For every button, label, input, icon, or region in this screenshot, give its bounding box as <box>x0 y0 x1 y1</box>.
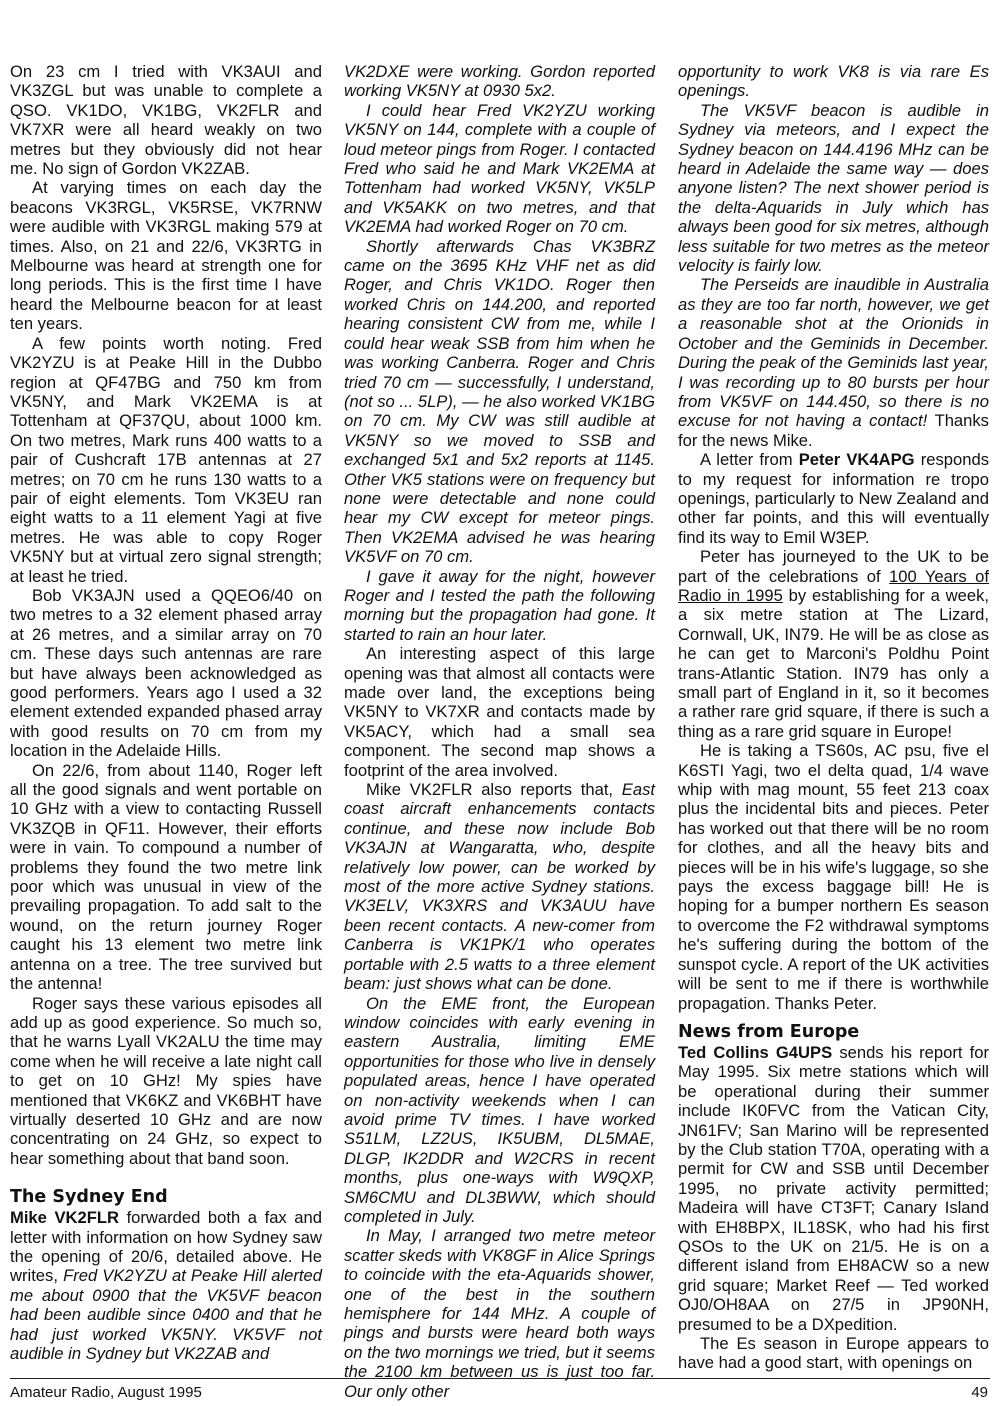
footer-divider <box>10 1378 990 1379</box>
page-number: 49 <box>971 1384 988 1401</box>
paragraph <box>678 450 989 547</box>
paragraph <box>678 1043 989 1334</box>
paragraph <box>678 547 989 741</box>
paragraph: Roger says these various episodes all add up as good experience. So much so, that he warns Lyall VK2ALU the time may come when he will receive a late night call to get on 10 GHz! My spies have mentioned that VK6KZ and VK6BHT have virtually deserted 10 GHz and are now concentrating on 24 GHz, so expect to hear something about that band soon. <box>10 993 322 1168</box>
paragraph: The VK5VF beacon is audible in Sydney via meteors, and I expect the Sydney beacon on 144.4196 MHz can be heard in Adelaide the same way — does anyone listen? The next shower period is the delta-Aquarids in July which has always been good for six metres, although less suitable for two metres as the meteor velocity is fairly low. <box>678 100 989 276</box>
author-name: Ted Collins G4UPS <box>678 1042 833 1062</box>
column-1 <box>10 62 322 1363</box>
paragraph: At varying times on each day the beacons VK3RGL, VK5RSE, VK7RNW were audible with VK3RGL making 579 at times. Also, on 21 and 22/6, VK3RTG in Melbourne was heard at strength one for long periods. This is the first time I have heard the Melbourne beacon for at least ten years. <box>10 178 322 334</box>
column-3 <box>678 62 989 1373</box>
paragraph: A few points worth noting. Fred VK2YZU is at Peake Hill in the Dubbo region at QF47BG and 750 km from VK5NY, and Mark VK2EMA is at Tottenham at QF37QU, about 1000 km. On two metres, Mark runs 400 watts to a pair of Cushcraft 17B antennas at 27 metres; on 70 cm he runs 130 watts to a pair of eight elements. Tom VK3EU ran eight watts to a 11 element Yagi at five metres. He was able to copy Roger VK5NY but at virtual zero signal strength; at least he tried. <box>10 333 322 586</box>
paragraph: In May, I arranged two metre meteor scatter skeds with VK8GF in Alice Springs to coincide with the eta-Aquarids shower, one of the best in the southern hemisphere for 144 MHz. A couple of pings and bursts were heard both ways on the two mornings we tried, but it seems the 2100 km between us is just too far. Our only other <box>344 1226 655 1401</box>
author-name: Peter VK4APG <box>798 450 915 470</box>
paragraph: opportunity to work VK8 is via rare Es openings. <box>678 62 989 101</box>
text-run: sends his report for May 1995. Six metre stations which will be operational during their summer include IK0FVC from the Vatican City, JN61FV; San Marino will be represented by the Club station T70A, operating with a permit for CW and SSB until December 1995, no private activity permitted; Madeira will have CT3FT; Canary Island with EH8BPX, IL18SK, who had his first QSOs to the UK on 21/5. He is on a different island from EH8ACW so a new grid square; Market Reef — Ted worked OJ0/OH8AA on 27/5 in JP90NH, presumed to be a DXpedition. <box>678 1042 989 1334</box>
paragraph: I could hear Fred VK2YZU working VK5NY on 144, complete with a couple of loud meteor pings from Roger. I contacted Fred who said he and Mark VK2EMA at Tottenham had worked VK5NY, VK5LP and VK5AKK on two metres, and that VK2EMA had worked Roger on 70 cm. <box>344 100 655 237</box>
section-heading-sydney-end: The Sydney End <box>10 1187 168 1208</box>
paragraph: An interesting aspect of this large opening was that almost all contacts were made over land, the exceptions being VK5NY to VK7XR and contacts made by VK5ACY, which had a small sea component. The second map shows a footprint of the area involved. <box>344 644 655 780</box>
text-run: Thanks for the news Mike. <box>678 411 989 450</box>
quote-text: East coast aircraft enhancements contacts continue, and these now include Bob VK3AJN at Wangaratta, who, despite relatively low power, can be worked by most of the more active Sydney stations. VK3ELV, VK3XRS and VK3AUU have been recent contacts. A new-comer from Canberra is VK1PK/1 who operates portable with 2.5 watts to a three element beam: just shows what can be done. <box>344 780 655 994</box>
paragraph: VK2DXE were working. Gordon reported working VK5NY at 0930 5x2. <box>344 62 655 101</box>
paragraph: The Es season in Europe appears to have had a good start, with openings on <box>678 1334 989 1373</box>
footer-publication: Amateur Radio, August 1995 <box>10 1384 202 1401</box>
text-run: Peter has journeyed to the UK to be part of the celebrations of <box>678 547 989 586</box>
column-2 <box>344 62 655 1401</box>
quote-text: Fred VK2YZU at Peake Hill alerted me about 0900 that the VK5VF beacon had been audible since 0400 and that he had just worked VK5NY. VK5VF not audible in Sydney but VK2ZAB and <box>10 1266 322 1363</box>
text-run: responds to my request for information re tropo openings, particularly to New Zealand and other far points, and this will eventually find its way to Emil W3EP. <box>678 450 990 547</box>
section-heading-news-europe: News from Europe <box>678 1021 860 1042</box>
paragraph: On 22/6, from about 1140, Roger left all the good signals and went portable on 10 GHz with a view to contacting Russell VK3ZQB in QF11. However, their efforts were in vain. To compound a number of problems they found the two metre link poor which was unusual in view of the prevailing propagation. To add salt to the wound, on the return journey Roger caught his 13 element two metre link antenna on a tree. The tree survived but the antenna! <box>10 760 322 994</box>
text-run: A letter from <box>700 450 799 470</box>
quote-text: The Perseids are inaudible in Australia as they are too far north, however, we get a reasonable shot at the Orionids in October and the Geminids in December. During the peak of the Geminids last year, I was recording up to 80 bursts per hour from VK5VF on 144.450, so there is no excuse for not having a contact! <box>678 275 989 431</box>
paragraph: Shortly afterwards Chas VK3BRZ came on the 3695 KHz VHF net as did Roger, and Chris VK1DO. Roger then worked Chris on 144.200, and reported hearing consistent CW from me, while I could hear weak SSB from him when he was working Canberra. Roger and Chris tried 70 cm — successfully, I understand, (not so ... 5LP), — he also worked VK1BG on 70 cm. My CW was still audible at VK5NY so we moved to SSB and exchanged 5x1 and 5x2 reports at 1145. Other VK5 stations were on frequency but none were detectable and none could hear my CW except for meteor pings. Then VK2EMA advised he was hearing VK5VF on 70 cm. <box>344 236 655 567</box>
paragraph: I gave it away for the night, however Roger and I tested the path the following morning but the propagation had gone. It started to rain an hour later. <box>344 566 655 644</box>
text-run: forwarded both a fax and letter with information on how Sydney saw the opening of 20/6, detailed above. He writes, <box>10 1208 322 1286</box>
paragraph <box>344 780 655 993</box>
paragraph: On 23 cm I tried with VK3AUI and VK3ZGL but was unable to complete a QSO. VK1DO, VK1BG, VK2FLR and VK7XR were all heard weakly on two metres but they obviously did not hear me. No sign of Gordon VK2ZAB. <box>10 62 322 179</box>
paragraph: On the EME front, the European window coincides with early evening in eastern Australia, limiting EME opportunities for those who live in densely populated areas, hence I have operated on non-activity weekends when I can avoid prime TV times. I have worked S51LM, LZ2US, IK5UBM, DL5MAE, DLGP, IK2DDR and W2CRS in recent months, plus one-ways with W9QXP, SM6CMU and DL3BWW, which should completed in July. <box>344 993 655 1226</box>
paragraph: Bob VK3AJN used a QQEO6/40 on two metres to a 32 element phased array at 26 metres, and a similar array on 70 cm. These days such antennas are rare but have always been acknowledged as good performers. Years ago I used a 32 element extended expanded phased array with good results on 70 cm from my location in the Adelaide Hills. <box>10 585 322 761</box>
paragraph <box>678 275 989 450</box>
event-title: 100 Years of Radio in 1995 <box>678 566 989 605</box>
text-run: Mike VK2FLR also reports that, <box>366 780 622 800</box>
text-run: by establishing for a week, a six metre station at The Lizard, Cornwall, UK, IN79. He will be as close as he can get to Marconi's Poldhu Point trans-Atlantic Station. IN79 has only a small part of England in it, so it becomes a rather rare grid square, if there is such a thing as a rare grid square in Europe! <box>678 585 989 741</box>
paragraph <box>10 1208 322 1363</box>
paragraph: He is taking a TS60s, AC psu, five el K6STI Yagi, two el delta quad, 1/4 wave whip with mag mount, 55 feet 213 coax plus the incidental bits and pieces. Peter has worked out that there will be no room for clothes, and all the heavy bits and pieces will be in his wife's luggage, so she pays the excess baggage bill! He is hoping for a bumper northern Es season to overcome the F2 withdrawal symptoms he's suffering during the bottom of the sunspot cycle. A report of the UK activities will be sent to me if there is worthwhile propagation. Thanks Peter. <box>678 741 989 1013</box>
author-name: Mike VK2FLR <box>10 1208 119 1228</box>
